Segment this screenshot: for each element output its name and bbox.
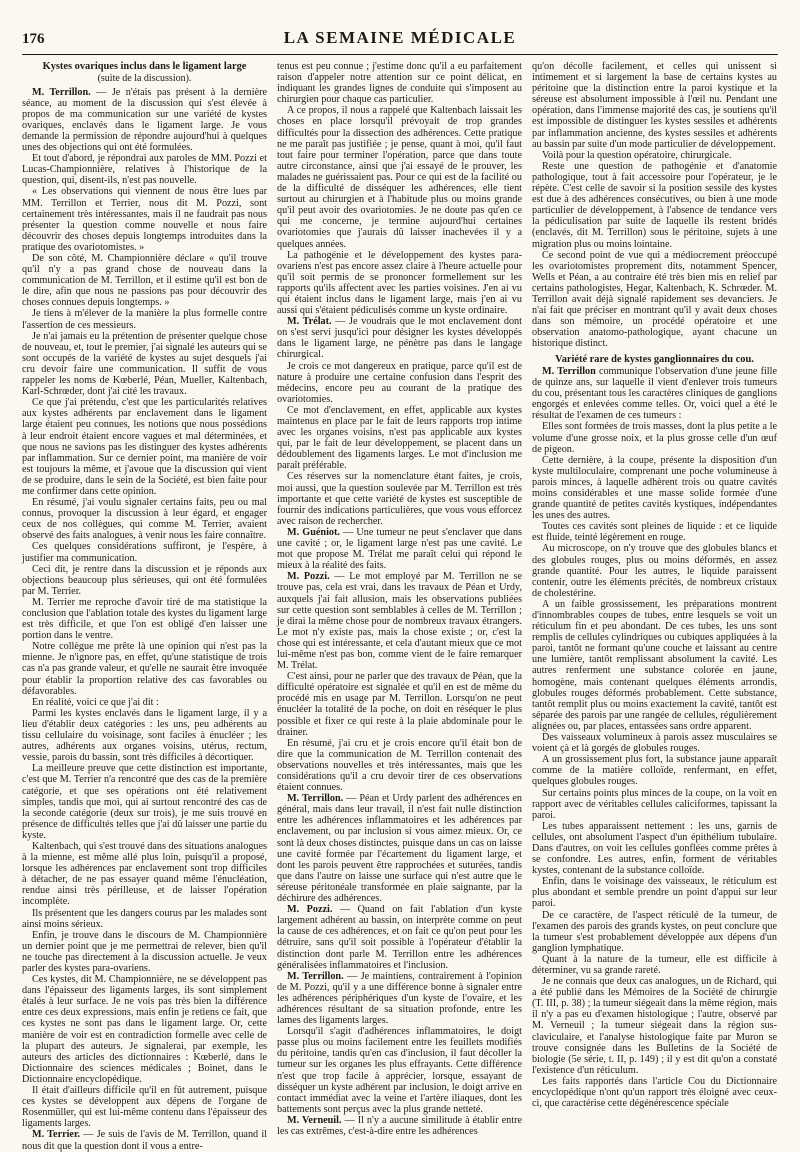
paragraph (277, 316, 522, 360)
paragraph: A ce propos, il nous a rappelé que Kaltenbach laissait les choses en place lorsqu'il prévoyait de trop grandes difficultés pour la dissection des adhérences. Cette pratique ne me paraît pas justifiée ; je pense, quant à moi, qu'il faut tout faire pour terminer l'opération, parce que dans toute autre circonstance, ainsi que j'ai essayé de le prouver, les malades ne guérissaient pas. Pour ce qui est de la facilité ou de la difficulté de disséquer les adhérences, elle tient surtout au chirurgien et à l'habitude plus ou moins grande qu'il peut avoir des ovariotomies. Je ne doute pas qu'en ce qui me concerne, je termine aujourd'hui certaines ovariotomies que j'aurais dû laisser inachevées il y a quelques années. (277, 105, 522, 250)
paragraph-text: — Je suis de l'avis de M. Terrillon, quand il nous dit que la question dont il vous a entre- (22, 1129, 267, 1152)
section-heading: Kystes ovariques inclus dans le ligament large (42, 61, 247, 72)
paragraph (277, 904, 522, 971)
paragraph-text: communique l'observation d'une jeune fille de quinze ans, sur laquelle il vient d'enlever trois tumeurs du cou, présentant tous les caractères cliniques de ganglions engorgés et enlevées comme telles. Or, voici quel a été le résultat de l'examen de ces tumeurs : (532, 365, 777, 422)
section-subheading: (suite de la discussion). (97, 72, 192, 84)
paragraph: Je crois ce mot dangereux en pratique, parce qu'il est de nature à produire une certaine confusion dans l'esprit des médecins, encore peu au courant de la pratique des ovariotomies. (277, 360, 522, 405)
paragraph-text: — Je n'étais pas présent à la dernière séance, au moment de la discussion qui s'est élevée à propos de ma communication sur une variété de kystes ovariques, enclavés dans le ligament large. Je vous demande la permission de répondre aujourd'hui à quelques unes des objections qui ont été formulées. (22, 86, 268, 154)
speaker: M. Terrier. (32, 1129, 81, 1141)
paragraph: Ces quelques considérations suffiront, je l'espère, à justifier ma communication. (22, 541, 267, 564)
speaker: M. Pozzi. (287, 571, 330, 583)
paragraph: Il était d'ailleurs difficile qu'il en fût autrement, puisque ces kystes se développent aux dépens de l'organe de Rosenmüller, qui est lui-même contenu dans l'épaisseur des ligaments larges. (22, 1085, 267, 1130)
paragraph (22, 87, 267, 154)
journal-title: LA SEMAINE MÉDICALE (283, 28, 517, 47)
paragraph: Elles sont formées de trois masses, dont la plus petite a le volume d'une grosse noix, et la plus grosse celle d'un œuf de pigeon. (532, 421, 777, 455)
paragraph: tenus est peu connue ; j'estime donc qu'il a eu parfaitement raison d'appeler notre attention sur ce point délicat, en indiquant les grandes lignes de conduite qui s'imposent au chirurgien pour chaque cas particulier. (277, 61, 522, 106)
header-rule (22, 54, 778, 55)
paragraph: Reste une question de pathogénie et d'anatomie pathologique, tout à fait accessoire pour l'opérateur, je le répète. C'est celle de savoir si la position sessile des kystes est due à des adhérences consécutives, ou bien à une mode particulier de développement, à l'absence de tendance vers la pédiculisation par suite de laquelle ils restent bridés (enclavés, dit M. Terrillon) sous le péritoine, sujets à une migration plus ou moins lointaine. (532, 160, 777, 250)
paragraph: Kaltenbach, qui s'est trouvé dans des situations analogues à la mienne, est même allé plus loin, puisqu'il a proposé, lorsque les adhérences par enclavement sont trop difficiles à détacher, de ne pas essayer quand même l'énucléation, rendue ainsi très périlleuse, et de laisser l'opération incomplète. (22, 840, 267, 908)
paragraph: Je ne connais que deux cas analogues, un de Richard, qui a été publié dans les Mémoires de la Société de chirurgie (T. III, p. 38) ; la tumeur siégeait dans la même région, mais il n'y a pas eu d'examen histologique ; l'autre, observé par M. Verneuil ; la tumeur siégeait dans la région sus-claviculaire, et l'analyse histologique faite par Muron se trouve consignée dans les Bulletins de la Société de biologie (5e série, t. II, p. 149) ; il y est dit qu'on a constaté l'existence d'un réticulum. (532, 976, 777, 1076)
paragraph-text: — Je maintiens, contrairement à l'opinion de M. Pozzi, qu'il y a une différence bonne à signaler entre les adhérences périphériques d'un kyste de l'ovaire, et les adhérences résultant de sa situation profonde, entre les lames des ligaments larges. (277, 970, 522, 1027)
paragraph: Ce que j'ai prétendu, c'est que les particularités relatives aux kystes adhérents par enclavement dans le ligament large étaient peu connues, les notions que nous possédions à leur endroit étaient encore vagues et mal déterminées, et que nous ne savions pas les distinguer des kystes adhérents par inflammation. Sur ce dernier point, ma manière de voir est toujours la même, et j'avoue que la discussion qui vient de se produire, dans le sein de la Société, est bien faite pour me confirmer dans cette opinion. (22, 397, 267, 497)
paragraph (22, 1129, 267, 1151)
speaker: M. Terrillon. (287, 970, 344, 982)
paragraph: Toutes ces cavités sont pleines de liquide : et ce liquide est fluide, teinté légèrement en rouge. (532, 521, 777, 544)
speaker: M. Trélat. (287, 316, 332, 328)
paragraph: « Les observations qui viennent de nous être lues par MM. Terrillon et Terrier, nous dit M. Pozzi, sont certainement très intéressantes, mais il ne faudrait pas nous présenter la question comme nouvelle et nous faire découvrir des choses depuis longtemps introduites dans la pratique des ovariotomistes. » (22, 186, 267, 253)
speaker: M. Terrillon. (287, 793, 344, 805)
paragraph (277, 527, 522, 571)
paragraph: Voilà pour la question opératoire, chirurgicale. (542, 149, 732, 161)
paragraph-text: — Il n'y a aucune similitude à établir entre les cas extrêmes, c'est-à-dire entre les adhérences (277, 1114, 522, 1137)
paragraph: Les faits rapportés dans l'article Cou du Dictionnaire encyclopédique n'ont qu'un rapport très éloigné avec ceux-ci, que caractérise cette dégénérescence spéciale (532, 1075, 777, 1110)
paragraph: A un faible grossissement, les préparations montrent d'innombrables coupes de tubes, entre lesquels se voit un réticulum fin et peu abondant. De ces tubes, les uns sont remplis de cellules cylindriques ou cubiques appliquées à la paroi, tantôt ne formant qu'une couche et laissant au centre une lumière, tantôt remplissant absolument la cavité. Les autres renferment une substance colorée en jaune, homogène, mais contenant quelques éléments arrondis, globules rouges déformés probablement. Cette substance, tantôt remplit plus ou moins exactement la cavité, tantôt est séparée des parois par une rangée de cellules, régulièrement alignées ou, par places, entassées sans ordre apparent. (532, 598, 777, 732)
paragraph: Enfin, dans le voisinage des vaisseaux, le réticulum est plus abondant et semble prendre un point d'appui sur leur paroi. (532, 876, 777, 910)
paragraph-text: — Péan et Urdy parlent des adhérences en général, mais dans leur travail, il n'est fait nulle distinction entre les adhérences inflammatoires et les adhérences par enclavement, ou par inclusion si vous aimez mieux. Or, ce sont là deux choses distinctes, puisque dans un cas on laisse une cavité formée par l'écartement du ligament large, et dont les parois peuvent être rapprochées et suturées, tandis que dans l'autre on laisse une surface qui n'est autre que le séreuse péritonéale transformée en plaie saignante, par la déchirure des adhérences. (277, 793, 522, 905)
paragraph: qu'on décolle facilement, et celles qui unissent si intimement et si largement la base de certains kystes au péritoine que la distinction entre la paroi kystique et la séreuse est absolument impossible à l'œil nu. Pendant une opération, dans l'immense majorité des cas, je soutiens qu'il est impossible de distinguer les kystes sessiles et adhérents par inflammation ancienne, des kystes sessiles et adhérents au bassin par suite d'un mode particulier de développement. (532, 61, 777, 150)
paragraph: Des vaisseaux volumineux à parois assez musculaires se voient çà et là gorgés de globules rouges. (532, 732, 777, 755)
paragraph: Ce second point de vue qui a médiocrement préoccupé les ovariotomistes proprement dits, notamment Spencer, Wells et Péan, a au contraire été très bien mis en relief par certains pathologistes, Hegar, Kaltenbach, K. Schrœder. M. Terrillon avait déjà signalé rapidement ses devanciers. Je n'ai fait que préciser en montrant qu'il y avait deux choses dans son mémoire, un procédé opératoire et une observation anatomo-pathologique, ayant chacune un historique distinct. (532, 249, 777, 350)
paragraph: Cette dernière, à la coupe, présente la disposition d'un kyste multiloculaire, comprenant une poche volumineuse à parois minces, à laquelle adhèrent trois ou quatre cavités moins considérables et une masse solide formée d'une grande quantité de petites cavités kystiques, indépendantes les unes des autres. (532, 454, 777, 522)
paragraph: La meilleure preuve que cette distinction est importante, c'est que M. Terrier n'a rencontré que des cas de la première catégorie, et que ses opérations ont été relativement simples, tandis que moi, qui ai surtout rencontré des cas de la seconde catégorie (deux sur trois), je me suis trouvé en présence de difficultés telles que j'ai dû laisser une partie du kyste. (22, 763, 267, 841)
speaker: M. Terrillon. (32, 86, 91, 98)
paragraph: Au microscope, on n'y trouve que des globules blancs et des globules rouges, plus ou moins déformés, en assez grande quantité. Pour les autres, le liquide paraissent contenir, outre les éléments précités, de nombreux cristaux de cholestérine. (532, 543, 777, 599)
paragraph: Et tout d'abord, je répondrai aux paroles de MM. Pozzi et Lucas-Championnière, relatives à l'historique de la question, qui, disent-ils, n'est pas nouvelle. (22, 153, 267, 187)
paragraph: M. Terrier me reproche d'avoir tiré de ma statistique la conclusion que l'ablation totale des kystes du ligament large est très difficile, et que l'on est obligé d'en laisser une portion dans le ventre. (22, 596, 267, 642)
paragraph-text: — Je voudrais que le mot enclavement dont on s'est servi jusqu'ici pour désigner les kystes développés dans le ligament large, ne pénètre pas dans le langage chirurgical. (277, 316, 522, 361)
paragraph: A un grossissement plus fort, la substance jaune apparaît comme de la matière colloïde, renfermant, en effet, quelques globules rouges. (532, 754, 777, 788)
paragraph: Sur certains points plus minces de la coupe, on la voit en rapport avec de véritables cellules caliciformes, tapissant la paroi. (532, 787, 777, 821)
speaker: M. Pozzi. (287, 904, 333, 916)
paragraph: Les tubes apparaissent nettement : les uns, garnis de cellules, ont absolument l'aspect d'un épithélium tubulaire. Dans d'autres, on voit les cellules gonflées comme prêtes à se confondre. Les autres, enfin, forment de véritables kystes, contenant de la substance colloïde. (532, 820, 777, 877)
paragraph: En résumé, j'ai cru et je crois encore qu'il était bon de dire que la communication de M. Terrillon contenait des observations nouvelles et très intéressantes, mais que les considérations qu'il a cru devoir tirer de ces observations étaient connues. (277, 737, 522, 794)
column-1 (22, 61, 268, 1152)
paragraph: Quant à la nature de la tumeur, elle est difficile à déterminer, vu sa grande rareté. (532, 953, 777, 976)
paragraph: En réalité, voici ce que j'ai dit : (32, 696, 159, 708)
paragraph: De ce caractère, de l'aspect réticulé de la tumeur, de l'examen des parois des grands kystes, on peut conclure que la tumeur s'est probablement développée aux dépens d'un ganglion lymphatique. (532, 909, 777, 954)
paragraph (532, 366, 777, 421)
paragraph: De son côté, M. Championnière déclare « qu'il trouve qu'il n'y a pas grand chose de nouveau dans la communication de M. Terrillon, et il estime qu'il est bon de le dire, afin que nous ne passions pas pour découvrir des choses connues depuis longtemps. » (22, 253, 267, 309)
paragraph: Ce mot d'enclavement, en effet, applicable aux kystes maintenus en place par le fait de leurs rapports trop intime avec les organes voisins, n'est pas applicable aux kystes qui, par le fait de leur développement, se placent dans un dédoublement des ligaments larges. Le mot d'inclusion me paraît préférable. (277, 404, 522, 472)
paragraph: Parmi les kystes enclavés dans le ligament large, il y a lieu d'établir deux catégories : les uns, peu adhérents au tissu cellulaire du voisinage, sont faciles à énucléer ; les autres, adhérents aux organes voisins, utérus, rectum, vessie, parois du bassin, sont très difficiles à décortiquer. (22, 707, 267, 764)
paragraph (277, 571, 522, 671)
speaker: M. Terrillon (542, 365, 596, 377)
paragraph-text: — Le mot employé par M. Terrillon ne se trouve pas, cela est vrai, dans les travaux de Péan et Urdy, auxquels j'ai fait allusion, mais les observations publiées sur cette question sont semblables à celles de M. Terrillon ; je dirai la même chose pour de nombreux travaux étrangers. Le mot n'y existe pas, mais la chose existe ; or, c'est la chose qui est intéressante, et cela d'autant mieux que ce mot lui-même n'est pas bon, comme vient de le faire remarquer M. Trélat. (277, 571, 522, 672)
paragraph: Je tiens à m'élever de la manière la plus formelle contre l'assertion de ces messieurs. (22, 308, 267, 331)
page-number: 176 (22, 31, 45, 47)
paragraph (277, 971, 522, 1026)
paragraph: La pathogénie et le développement des kystes para-ovariens n'est pas encore assez claire à l'heure actuelle pour qu'il soit permis de se prononcer formellement sur les rapports qu'ils affectent avec les parties voisines. J'en ai vu qui étaient inclus dans le ligament large, mais j'en ai vu aussi qui s'étaient pédiculisés comme un kyste ordinaire. (277, 249, 522, 317)
section-heading: Variété rare de kystes ganglionnaires du cou. (555, 354, 754, 366)
paragraph: Ces kystes, dit M. Championnière, ne se développent pas dans l'épaisseur des ligaments larges, ils sont simplement étalés à leur surface. Je ne vois pas très bien la différence entre ces deux expressions, mais enfin je retiens ce fait, que ces kystes ne sont pas dans le ligament large. Or, cette manière de voir est en contradiction formelle avec celle de la plupart des auteurs. Je signalerai, par exemple, les auteurs des articles des dictionnaires : Kœberlé, dans le Dictionnaire des sciences médicales ; Boinet, dans le Dictionnaire encyclopédique. (22, 974, 267, 1085)
paragraph-text: — Une tumeur ne peut s'enclaver que dans une cavité ; or, le ligament large n'est pas une cavité. Le mot que propose M. Trélat me paraît celui qui répond le mieux à la réalité des faits. (277, 526, 522, 572)
column-2 (277, 61, 522, 1137)
page-header (22, 28, 778, 48)
speaker: M. Verneuil. (287, 1114, 342, 1126)
paragraph (277, 793, 522, 904)
column-3 (532, 61, 777, 1109)
paragraph: Lorsqu'il s'agit d'adhérences inflammatoires, le doigt passe plus ou moins facilement entre les feuillets modifiés du péritoine, tandis qu'en cas d'inclusion, il faut décoller la tumeur sur les organes les plus effrayants. Cette différence n'est que trop facile à apprécier, lorsque, essayant de disséquer un kyste adhérent par inclusion, le doigt arrive en contact immédiat avec la veine et l'artère iliaques, dont les battements sont perçus avec la plus grande netteté. (277, 1026, 522, 1115)
paragraph (277, 1115, 522, 1137)
paragraph: Notre collègue me prête là une opinion qui n'est pas la mienne. Je n'ignore pas, en effet, qu'une statistique de trois cas n'a pas grande valeur, et qu'elle ne saurait être invoquée pour établir la proportion relative des cas favorables ou défavorables. (22, 641, 267, 697)
paragraph: En résumé, j'ai voulu signaler certains faits, peu ou mal connus, provoquer la discussion à leur égard, et engager ceux de nos collègues, qui comme M. Terrier, avaient observé des faits analogues, à venir nous les faire connaître. (22, 497, 267, 542)
paragraph: Ces réserves sur la nomenclature étant faites, je crois, moi aussi, que la question soulevée par M. Terrillon est très importante et que cette variété de kystes est susceptible de fournir des indications particulières, que vous vous efforcez avec raison de rechercher. (277, 471, 522, 527)
text-columns (22, 61, 778, 1152)
paragraph-text: — Quand on fait l'ablation d'un kyste largement adhérent au bassin, on interprète comme on peut la cause de ces adhérences, et on fait ce qu'on peut pour les détruire, sans qu'il soit possible à l'opérateur d'établir la distinction dont parle M. Terrillon entre les adhérences généralisées inflammatoires et l'inclusion. (277, 904, 522, 971)
paragraph: Ils présentent que les dangers courus par les malades sont ainsi moins sérieux. (22, 907, 267, 930)
speaker: M. Guéniot. (287, 526, 340, 538)
paragraph: Ceci dit, je rentre dans la discussion et je réponds aux objections beaucoup plus sérieuses, qui ont été formulées par M. Terrier. (22, 563, 267, 597)
paragraph: Enfin, je trouve dans le discours de M. Championnière un dernier point que je me permettrai de relever, bien qu'il ne touche pas directement à la discussion actuelle. Je veux parler des kystes para-ovariens. (22, 929, 267, 974)
paragraph: Je n'ai jamais eu la prétention de présenter quelque chose de nouveau, et, tout le premier, j'ai signalé les auteurs qui se sont occupés de la variété de kystes au sujet desquels j'ai cru devoir faire une communication. Il suffit de vous rappeler les noms de Kœberlé, Péan, Mueller, Kaltenbach, Karl-Schrœder, dont j'ai cité les travaux. (22, 330, 267, 398)
paragraph: C'est ainsi, pour ne parler que des travaux de Péan, que la difficulté opératoire est signalée et qu'il en est de même du procédé mis en usage par M. Terrillon. Lorsqu'on ne peut énucléer la totalité de la poche, on doit en réséquer le plus possible et fixer ce qui reste à la plaie abdominale pour le drainer. (277, 671, 522, 738)
